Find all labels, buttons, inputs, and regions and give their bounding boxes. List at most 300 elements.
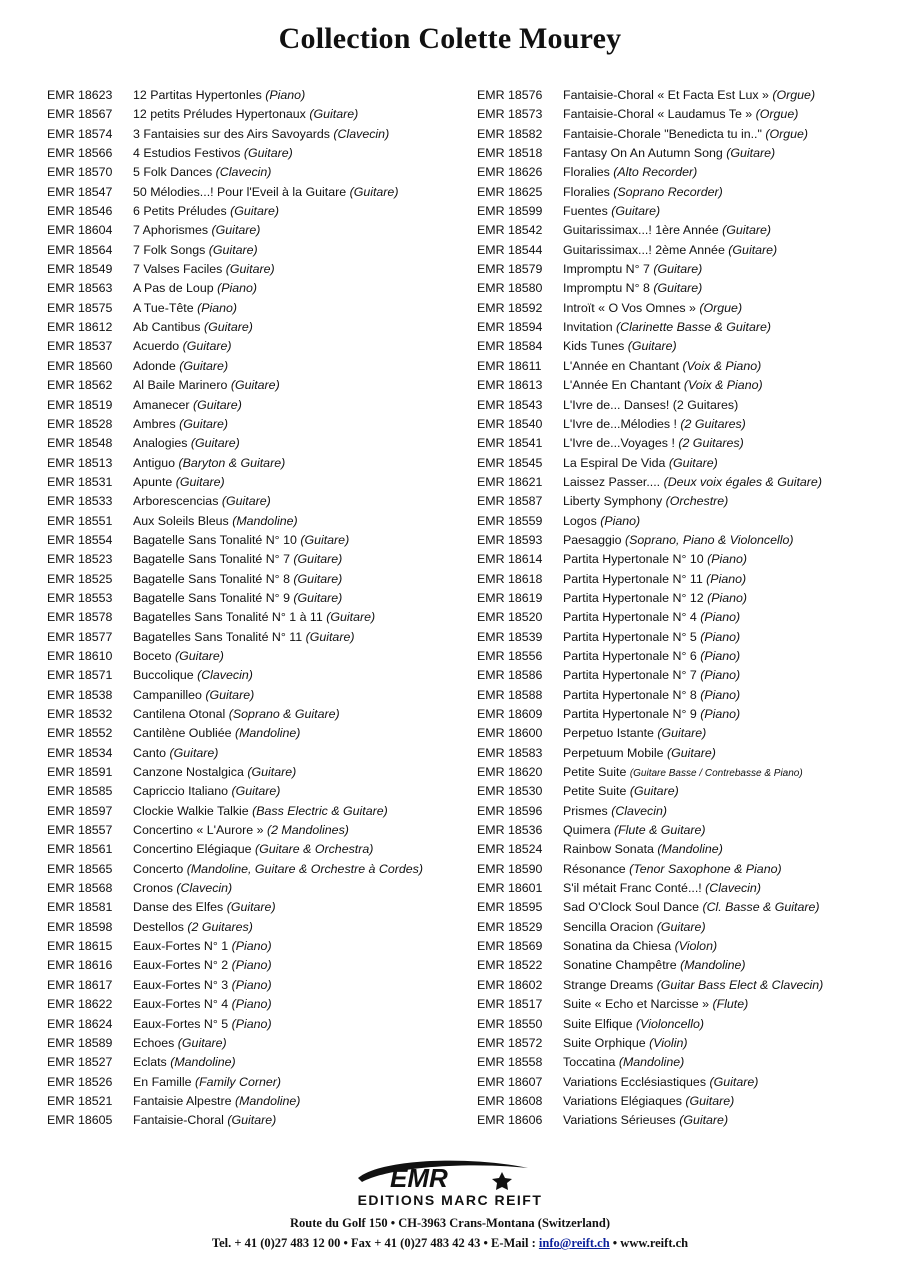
catalog-instrumentation: (Mandoline)	[234, 726, 301, 741]
catalog-title-line	[133, 1053, 236, 1072]
catalog-title-line	[133, 531, 349, 550]
catalog-entry	[47, 144, 467, 163]
catalog-title-line	[563, 86, 815, 105]
catalog-title: Aux Soleils Bleus	[133, 513, 229, 528]
catalog-title: Eaux-Fortes N° 5	[133, 1016, 229, 1031]
catalog-title-line	[133, 376, 280, 395]
catalog-code: EMR 18610	[47, 648, 113, 663]
catalog-instrumentation: (Mandoline)	[170, 1055, 236, 1070]
catalog-title: Variations Elégiaques	[563, 1093, 682, 1108]
catalog-entry	[477, 434, 897, 453]
catalog-code: EMR 18520	[477, 610, 543, 625]
catalog-title: Petite Suite	[563, 784, 627, 799]
catalog-code: EMR 18540	[477, 416, 543, 431]
catalog-title-line	[563, 821, 706, 840]
catalog-entry	[477, 705, 897, 724]
catalog-title: Suite Orphique	[563, 1035, 646, 1050]
catalog-title: 3 Fantaisies sur des Airs Savoyards	[133, 126, 330, 141]
catalog-code: EMR 18618	[477, 571, 543, 586]
catalog-code: EMR 18586	[477, 668, 543, 683]
catalog-code: EMR 18572	[477, 1035, 543, 1050]
catalog-entry	[477, 589, 897, 608]
catalog-title: Bagatelle Sans Tonalité N° 10	[133, 532, 297, 547]
catalog-title: Impromptu N° 8	[563, 281, 650, 296]
catalog-title: A Tue-Tête	[133, 300, 194, 315]
catalog-title-line	[133, 454, 285, 473]
catalog-instrumentation: (Orgue)	[699, 300, 743, 315]
catalog-instrumentation: (Guitare)	[192, 397, 242, 412]
catalog-title-line	[563, 976, 823, 995]
catalog-entry	[477, 570, 897, 589]
catalog-title-line	[133, 299, 237, 318]
catalog-entry	[477, 628, 897, 647]
catalog-code: EMR 18549	[47, 262, 113, 277]
catalog-title: Sencilla Oracion	[563, 919, 654, 934]
catalog-code: EMR 18613	[477, 378, 543, 393]
catalog-title-line	[133, 550, 342, 569]
catalog-entry	[47, 879, 467, 898]
catalog-title: Danse des Elfes	[133, 900, 224, 915]
catalog-title-line	[563, 163, 697, 182]
catalog-instrumentation: (Guitare)	[627, 339, 677, 354]
catalog-code: EMR 18615	[47, 939, 113, 954]
catalog-entry	[477, 337, 897, 356]
catalog-instrumentation: (Piano)	[231, 939, 272, 954]
catalog-title: Canto	[133, 745, 167, 760]
catalog-code: EMR 18533	[47, 494, 113, 509]
catalog-entry	[47, 550, 467, 569]
catalog-entry	[477, 163, 897, 182]
catalog-entry	[47, 898, 467, 917]
catalog-entry	[47, 221, 467, 240]
catalog-title-line	[563, 279, 702, 298]
catalog-title-line	[133, 1111, 276, 1130]
catalog-title: Cantilena Otonal	[133, 707, 226, 721]
catalog-title-line	[563, 105, 798, 124]
catalog-code: EMR 18550	[477, 1016, 543, 1031]
catalog-title: Campanilleo	[133, 687, 202, 702]
catalog-title-line	[563, 860, 782, 879]
catalog-title-line	[563, 1053, 684, 1072]
catalog-entry	[47, 860, 467, 879]
catalog-instrumentation: (Guitare)	[293, 552, 343, 567]
catalog-title: L'Année En Chantant	[563, 378, 681, 393]
catalog-code: EMR 18517	[477, 997, 543, 1012]
catalog-code: EMR 18593	[477, 532, 543, 547]
catalog-title: Floralies	[563, 165, 610, 180]
catalog-entry	[477, 802, 897, 821]
catalog-title-line	[563, 357, 761, 376]
catalog-entry	[47, 1015, 467, 1034]
catalog-entry	[47, 299, 467, 318]
catalog-title-line	[563, 802, 667, 821]
catalog-instrumentation: (Piano)	[707, 552, 748, 567]
catalog-instrumentation: (Guitare)	[722, 223, 771, 238]
catalog-code: EMR 18560	[47, 358, 113, 373]
catalog-instrumentation: (Deux voix égales & Guitare)	[663, 474, 822, 489]
catalog-code: EMR 18531	[47, 474, 113, 489]
catalog-instrumentation: (Guitare)	[653, 281, 703, 296]
catalog-title: Toccatina	[563, 1055, 616, 1070]
catalog-title-line	[563, 512, 640, 531]
catalog-instrumentation: (Mandoline)	[657, 842, 723, 857]
catalog-entry	[47, 279, 467, 298]
catalog-code: EMR 18617	[47, 977, 113, 992]
catalog-entry	[477, 454, 897, 473]
catalog-instrumentation: (Clavecin)	[705, 881, 761, 896]
catalog-title: Concerto	[133, 861, 184, 876]
catalog-code: EMR 18547	[47, 184, 113, 199]
catalog-title: Bagatelle Sans Tonalité N° 9	[133, 590, 290, 605]
catalog-instrumentation: (Guitare)	[231, 784, 281, 799]
catalog-instrumentation: (Violin)	[649, 1035, 688, 1050]
catalog-code: EMR 18581	[47, 900, 113, 915]
catalog-instrumentation: (Flute & Guitare)	[613, 823, 706, 838]
catalog-instrumentation: (Guitare)	[179, 416, 229, 431]
catalog-code: EMR 18529	[477, 919, 543, 934]
catalog-code: EMR 18537	[47, 339, 113, 354]
catalog-title: Acuerdo	[133, 339, 180, 354]
catalog-title: 7 Aphorismes	[133, 223, 209, 238]
catalog-title-line	[563, 337, 677, 356]
catalog-title-line	[563, 1111, 728, 1130]
catalog-title: Partita Hypertonale N° 11	[563, 571, 703, 586]
catalog-title: Adonde	[133, 358, 176, 373]
catalog-title-line	[563, 879, 761, 898]
catalog-code: EMR 18526	[47, 1074, 113, 1089]
catalog-entry	[47, 686, 467, 705]
catalog-title: La Espiral De Vida	[563, 455, 666, 470]
catalog-instrumentation: (Guitare)	[611, 204, 661, 219]
catalog-title-line	[133, 898, 276, 917]
catalog-title: Eaux-Fortes N° 1	[133, 939, 229, 954]
catalog-entry	[47, 1111, 467, 1130]
catalog-title-line	[133, 686, 254, 705]
catalog-title: Logos	[563, 513, 597, 528]
catalog-code: EMR 18519	[47, 397, 113, 412]
catalog-code: EMR 18624	[47, 1016, 113, 1031]
catalog-code: EMR 18538	[47, 687, 113, 702]
catalog-right-column	[477, 86, 897, 1131]
catalog-instrumentation: (Piano)	[700, 648, 741, 663]
catalog-code: EMR 18576	[477, 88, 543, 102]
catalog-entry	[477, 260, 897, 279]
catalog-title: Echoes	[133, 1035, 175, 1050]
catalog-code: EMR 18562	[47, 378, 113, 393]
catalog-title: Arborescencias	[133, 494, 219, 509]
catalog-code: EMR 18557	[47, 823, 113, 838]
catalog-code: EMR 18530	[477, 784, 543, 799]
catalog-title: Fantaisie-Choral	[133, 1113, 224, 1128]
catalog-title: Analogies	[133, 436, 188, 451]
catalog-instrumentation: (Mandoline)	[680, 958, 746, 973]
catalog-entry	[47, 918, 467, 937]
catalog-title: Guitarissimax...! 1ère Année	[563, 223, 719, 238]
catalog-instrumentation: (Mandoline)	[232, 513, 298, 528]
catalog-instrumentation: (Piano)	[700, 687, 741, 702]
catalog-instrumentation: (Alto Recorder)	[613, 165, 698, 180]
catalog-entry	[477, 744, 897, 763]
catalog-instrumentation: (Guitare)	[175, 648, 224, 663]
catalog-code: EMR 18577	[47, 629, 113, 644]
catalog-entry	[47, 1073, 467, 1092]
catalog-title-line	[563, 221, 771, 240]
catalog-instrumentation: (Voix & Piano)	[682, 358, 762, 373]
catalog-code: EMR 18583	[477, 745, 543, 760]
catalog-instrumentation: (Guitare)	[679, 1113, 729, 1128]
catalog-entry	[47, 241, 467, 260]
catalog-title: Liberty Symphony	[563, 494, 663, 509]
catalog-title: Partita Hypertonale N° 6	[563, 648, 697, 663]
catalog-title-line	[563, 724, 706, 743]
catalog-instrumentation: (Guitare)	[225, 262, 275, 277]
catalog-instrumentation: (Soprano, Piano & Violoncello)	[625, 532, 794, 547]
catalog-title-line	[563, 1034, 687, 1053]
catalog-title-line	[133, 995, 272, 1014]
catalog-title-line	[563, 415, 746, 434]
catalog-instrumentation: (Cl. Basse & Guitare)	[702, 900, 820, 915]
catalog-title-line	[563, 1092, 734, 1111]
catalog-code: EMR 18518	[477, 146, 543, 161]
catalog-entry	[477, 1111, 897, 1130]
catalog-title: Antiguo	[133, 455, 176, 470]
catalog-title: 12 Partitas Hypertonles	[133, 88, 262, 102]
catalog-instrumentation: (Guitare)	[182, 339, 232, 354]
catalog-code: EMR 18563	[47, 281, 113, 296]
catalog-entry	[477, 396, 897, 415]
catalog-code: EMR 18568	[47, 881, 113, 896]
catalog-title-line	[133, 144, 293, 163]
catalog-title-line	[563, 840, 723, 859]
catalog-code: EMR 18551	[47, 513, 113, 528]
catalog-code: EMR 18521	[47, 1093, 113, 1108]
catalog-code: EMR 18626	[477, 165, 543, 180]
catalog-entry	[47, 86, 467, 105]
catalog-entry	[477, 686, 897, 705]
catalog-title-line	[563, 995, 748, 1014]
catalog-entry	[477, 221, 897, 240]
catalog-instrumentation: (Guitar Bass Elect & Clavecin)	[656, 977, 824, 992]
catalog-code: EMR 18552	[47, 726, 113, 741]
catalog-entry	[47, 125, 467, 144]
catalog-code: EMR 18601	[477, 881, 543, 896]
catalog-instrumentation: (Guitare)	[656, 919, 706, 934]
catalog-entry	[47, 840, 467, 859]
catalog-instrumentation: (Orgue)	[765, 126, 809, 141]
catalog-instrumentation: (Guitare)	[230, 378, 280, 393]
catalog-entry	[477, 357, 897, 376]
catalog-title-line	[133, 1015, 272, 1034]
catalog-title-line	[563, 956, 746, 975]
catalog-title-line	[563, 1073, 758, 1092]
catalog-instrumentation: (Guitare)	[208, 242, 258, 257]
catalog-title-line	[133, 337, 232, 356]
catalog-code: EMR 18539	[477, 629, 543, 644]
catalog-title-line	[563, 531, 794, 550]
catalog-title-line	[133, 512, 298, 531]
catalog-entry	[47, 531, 467, 550]
catalog-code: EMR 18596	[477, 803, 543, 818]
catalog-title-line	[133, 744, 218, 763]
catalog-code: EMR 18546	[47, 204, 113, 219]
catalog-code: EMR 18554	[47, 532, 113, 547]
catalog-entry	[477, 724, 897, 743]
catalog-code: EMR 18573	[477, 107, 543, 122]
catalog-title-line	[563, 396, 738, 415]
catalog-code: EMR 18579	[477, 262, 543, 277]
catalog-title-line	[133, 628, 354, 647]
catalog-entry	[477, 937, 897, 956]
catalog-entry	[47, 512, 467, 531]
catalog-entry	[47, 802, 467, 821]
catalog-instrumentation: (Guitare)	[203, 320, 253, 335]
catalog-title: Perpetuo Istante	[563, 726, 654, 741]
catalog-title: 12 petits Préludes Hypertonaux	[133, 107, 306, 122]
catalog-title-line	[133, 976, 272, 995]
catalog-instrumentation: (Piano)	[700, 610, 741, 625]
catalog-code: EMR 18605	[47, 1113, 113, 1128]
catalog-instrumentation: (Guitare)	[169, 745, 219, 760]
catalog-title-line	[563, 183, 723, 202]
catalog-entry	[47, 628, 467, 647]
catalog-entry	[477, 898, 897, 917]
catalog-title: Bagatelles Sans Tonalité N° 11	[133, 629, 303, 644]
catalog-entry	[477, 763, 897, 782]
catalog-entry	[47, 163, 467, 182]
catalog-code: EMR 18588	[477, 687, 543, 702]
catalog-title-line	[133, 163, 271, 182]
catalog-instrumentation: (Piano)	[707, 590, 748, 605]
catalog-title-line	[133, 415, 228, 434]
catalog-title-line	[133, 1073, 281, 1092]
catalog-entry	[47, 608, 467, 627]
catalog-code: EMR 18611	[477, 358, 542, 373]
catalog-code: EMR 18574	[47, 126, 113, 141]
catalog-title-line	[133, 763, 296, 782]
catalog-code: EMR 18522	[477, 958, 543, 973]
catalog-code: EMR 18559	[477, 513, 543, 528]
page-title: Collection Colette Mourey	[278, 22, 622, 55]
catalog-title-line	[563, 589, 747, 608]
catalog-title: Clockie Walkie Talkie	[133, 803, 249, 818]
catalog-title: Fantaisie-Chorale "Benedicta tu in.."	[563, 126, 762, 141]
publisher-address: Route du Golf 150 • CH-3963 Crans-Montana (Switzerland)	[290, 1216, 610, 1230]
catalog-code: EMR 18580	[477, 281, 543, 296]
catalog-code: EMR 18556	[477, 648, 543, 663]
catalog-title-line	[133, 260, 275, 279]
catalog-title: Eaux-Fortes N° 2	[133, 958, 229, 973]
catalog-entry	[477, 647, 897, 666]
contact-website: • www.reift.ch	[609, 1236, 689, 1250]
catalog-code: EMR 18565	[47, 861, 113, 876]
catalog-title: 6 Petits Préludes	[133, 204, 227, 219]
catalog-instrumentation: (Piano)	[700, 668, 741, 683]
catalog-title: Fantaisie-Choral « Et Facta Est Lux »	[563, 88, 769, 102]
catalog-code: EMR 18558	[477, 1055, 543, 1070]
catalog-entry	[47, 821, 467, 840]
catalog-instrumentation: (Piano)	[600, 513, 641, 528]
catalog-entry	[477, 1092, 897, 1111]
catalog-title-line	[133, 86, 305, 105]
catalog-instrumentation: (Family Corner)	[194, 1074, 282, 1089]
catalog-instrumentation: (Guitare)	[247, 765, 297, 780]
catalog-title: Variations Ecclésiastiques	[563, 1074, 707, 1089]
catalog-title: En Famille	[133, 1074, 192, 1089]
catalog-entry	[477, 376, 897, 395]
catalog-entry	[477, 86, 897, 105]
catalog-instrumentation: (2 Guitares)	[187, 919, 253, 934]
catalog-code: EMR 18532	[47, 707, 113, 721]
catalog-entry	[477, 995, 897, 1014]
catalog-code: EMR 18598	[47, 919, 113, 934]
catalog-code: EMR 18609	[477, 707, 543, 721]
catalog-instrumentation: (Clavecin)	[611, 803, 667, 818]
catalog-title: Buccolique	[133, 668, 194, 683]
catalog-title-line	[133, 221, 260, 240]
catalog-title-line	[563, 454, 718, 473]
email-link[interactable]: info@reift.ch	[538, 1236, 610, 1250]
catalog-instrumentation: (Guitare)	[179, 358, 229, 373]
catalog-entry	[47, 1034, 467, 1053]
catalog-title: Perpetuum Mobile	[563, 745, 664, 760]
catalog-entry	[47, 937, 467, 956]
catalog-instrumentation: (Guitare)	[293, 590, 343, 605]
catalog-instrumentation: (Tenor Saxophone & Piano)	[629, 861, 782, 876]
publisher-contact	[0, 1236, 900, 1251]
catalog-code: EMR 18582	[477, 126, 543, 141]
catalog-entry	[47, 782, 467, 801]
catalog-title: Suite Elfique	[563, 1016, 633, 1031]
catalog-entry	[47, 396, 467, 415]
catalog-title-line	[563, 763, 803, 783]
catalog-instrumentation: (Guitare)	[293, 571, 343, 586]
catalog-title-line	[133, 1092, 300, 1111]
catalog-instrumentation: (Guitare)	[726, 146, 776, 161]
catalog-entry	[47, 105, 467, 124]
catalog-title: Partita Hypertonale N° 4	[563, 610, 697, 625]
catalog-title-line	[133, 918, 253, 937]
catalog-code: EMR 18578	[47, 610, 113, 625]
catalog-entry	[477, 666, 897, 685]
catalog-instrumentation: (Guitare)	[685, 1093, 735, 1108]
catalog-code: EMR 18524	[477, 842, 543, 857]
catalog-instrumentation: (Clarinette Basse & Guitare)	[616, 320, 771, 335]
catalog-instrumentation: (Mandoline, Guitare & Orchestre à Cordes)	[186, 861, 423, 876]
catalog-title-line	[133, 241, 258, 260]
catalog-title: Ambres	[133, 416, 176, 431]
catalog-title: Concertino « L'Aurore »	[133, 823, 264, 838]
catalog-title-line	[563, 647, 740, 666]
catalog-instrumentation: (Mandoline)	[234, 1093, 301, 1108]
catalog-instrumentation: (Piano)	[706, 571, 747, 586]
catalog-code: EMR 18528	[47, 416, 113, 431]
catalog-entry	[477, 202, 897, 221]
catalog-entry	[477, 782, 897, 801]
catalog-entry	[477, 183, 897, 202]
contact-phone-fax: Tel. + 41 (0)27 483 12 00 • Fax + 41 (0)27 483 42 43 • E-Mail :	[211, 1236, 539, 1250]
catalog-title-line	[133, 279, 257, 298]
catalog-title: Bagatelles Sans Tonalité N° 1 à 11	[133, 610, 323, 625]
catalog-title: Partita Hypertonale N° 5	[563, 629, 697, 644]
catalog-title: Bagatelle Sans Tonalité N° 7	[133, 552, 290, 567]
catalog-title-line	[563, 782, 679, 801]
catalog-title: Cantilène Oubliée	[133, 726, 232, 741]
catalog-entry	[47, 570, 467, 589]
catalog-title: Paesaggio	[563, 532, 622, 547]
catalog-title: Apunte	[133, 474, 173, 489]
catalog-title: Suite « Echo et Narcisse »	[563, 997, 710, 1012]
catalog-instrumentation: (Piano)	[231, 997, 272, 1012]
